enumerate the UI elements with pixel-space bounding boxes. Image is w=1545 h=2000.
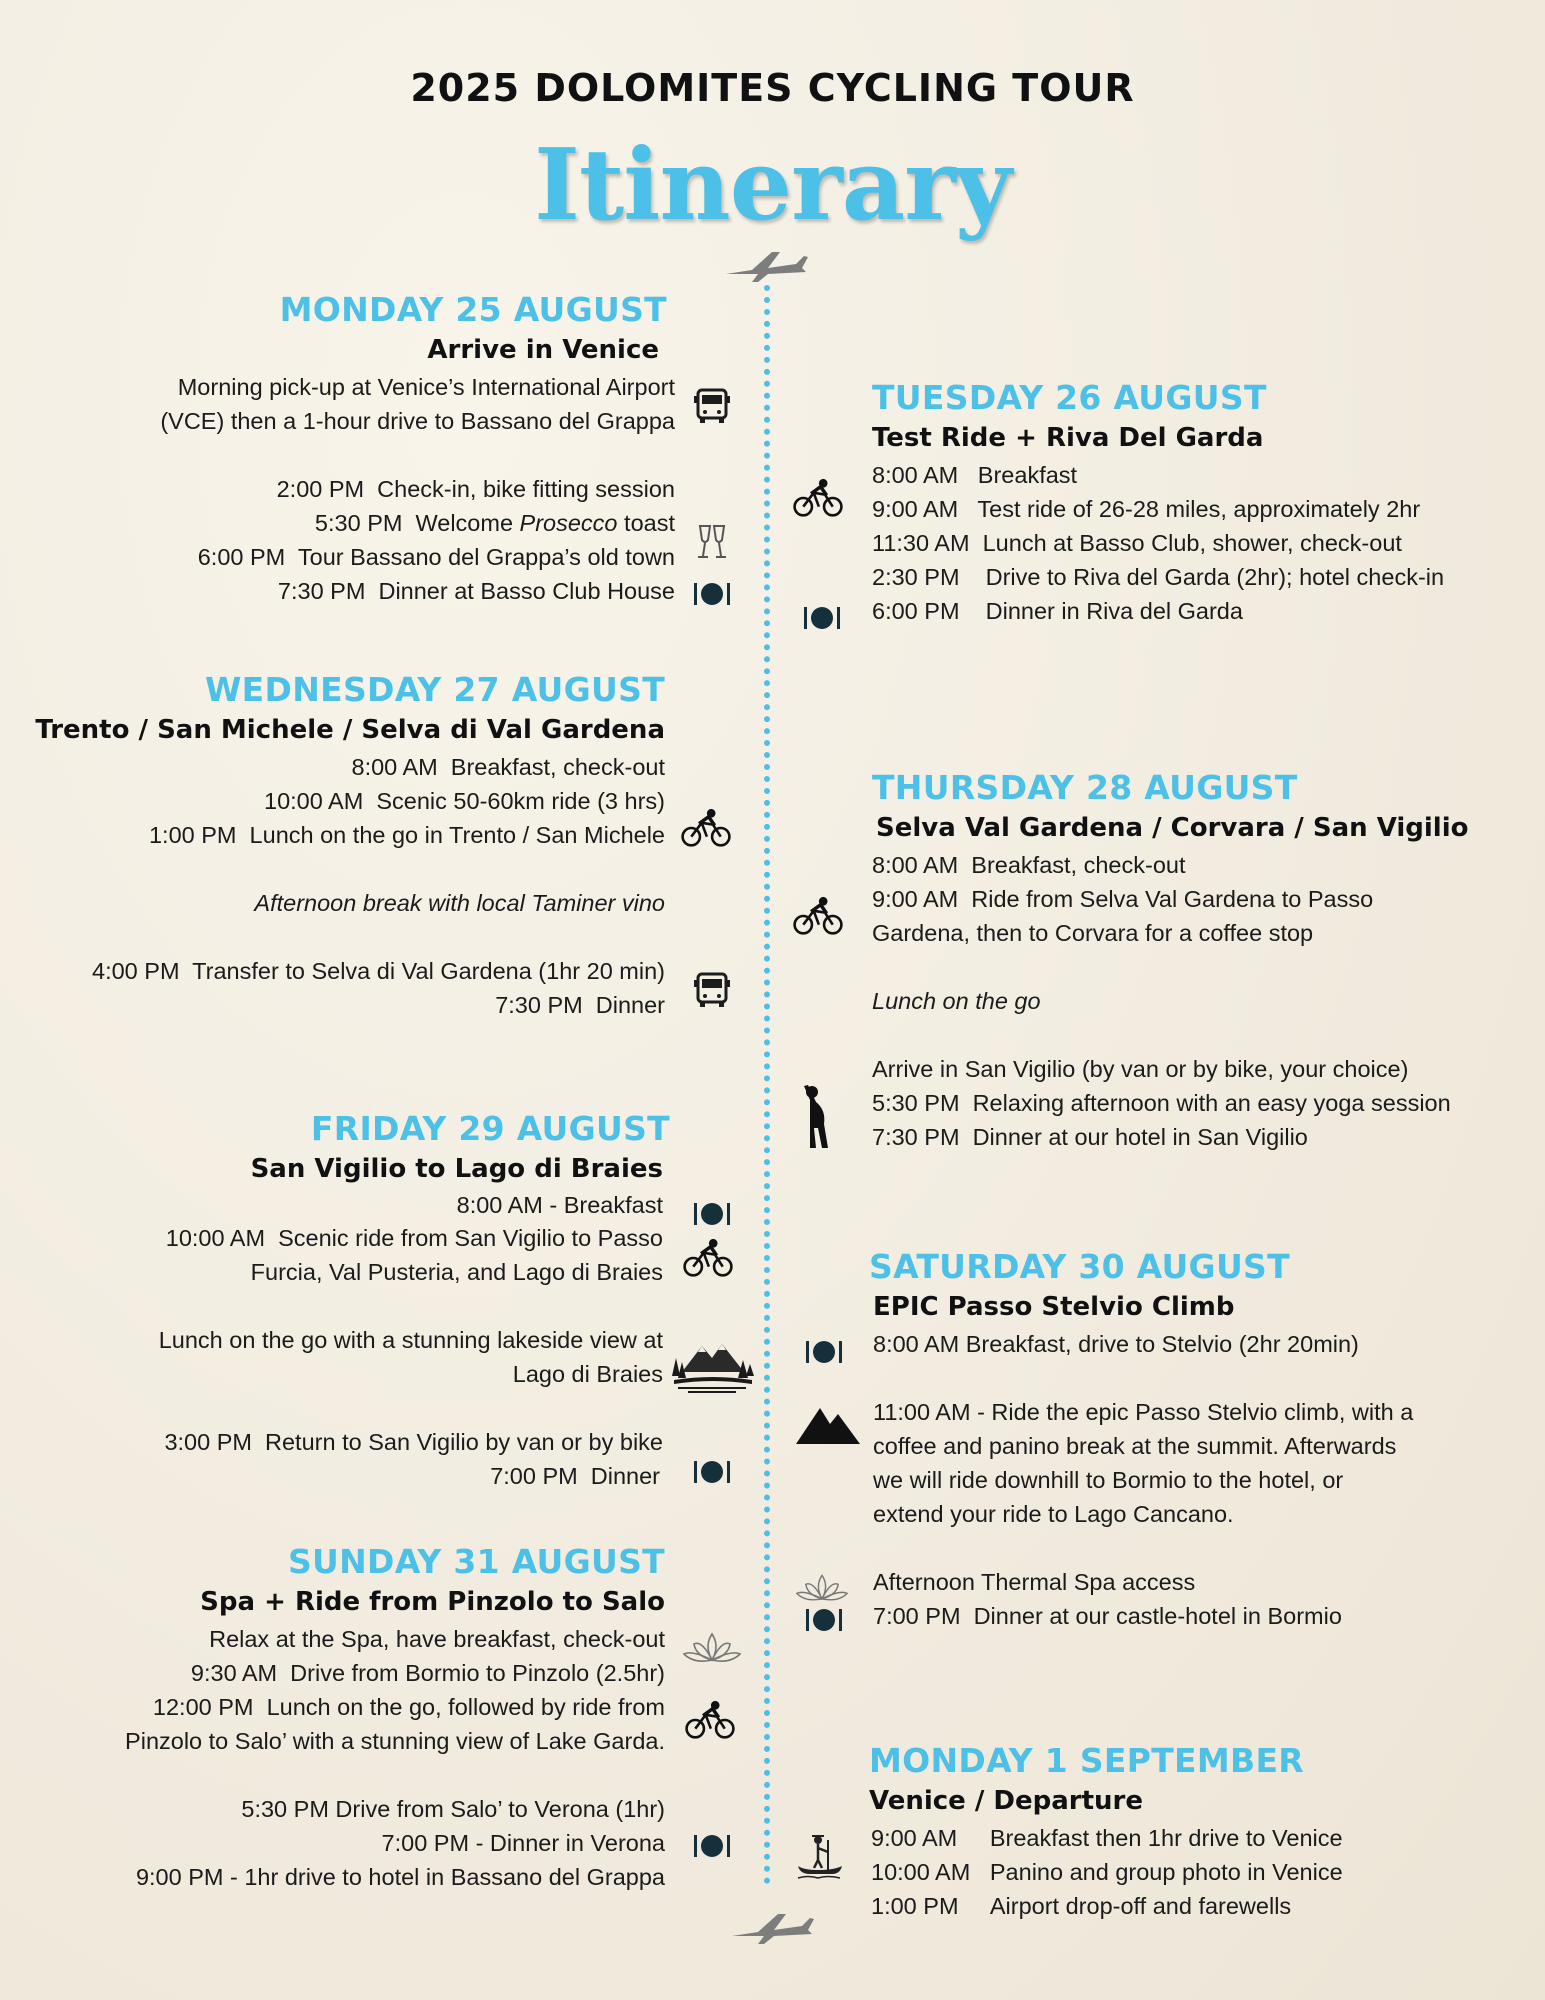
day-subtitle: Test Ride + Riva Del Garda (872, 423, 1264, 453)
itinerary-line: 11:30 AM Lunch at Basso Club, shower, check-out (872, 530, 1402, 556)
bus-icon (686, 386, 738, 426)
day-heading: SATURDAY 30 AUGUST (869, 1247, 1290, 1286)
itinerary-line: 8:00 AM - Breakfast (456, 1192, 663, 1218)
plate-icon (798, 1332, 850, 1372)
day-block-tuesday-26 (872, 378, 1512, 628)
itinerary-line: 12:00 PM Lunch on the go, followed by ride from (152, 1694, 665, 1720)
itinerary-line: 10:00 AM Scenic ride from San Vigilio to Passo (165, 1225, 663, 1251)
itinerary-line: 5:30 PM Relaxing afternoon with an easy yoga session (872, 1090, 1451, 1116)
itinerary-line: (VCE) then a 1-hour drive to Bassano del Grappa (160, 408, 675, 434)
itinerary-line: Lunch on the go with a stunning lakeside view at (158, 1327, 663, 1353)
itinerary-line: Gardena, then to Corvara for a coffee stop (872, 920, 1314, 946)
page-title: Itinerary (534, 128, 1011, 243)
champagne-icon (686, 522, 738, 562)
day-heading: MONDAY 25 AUGUST (279, 290, 667, 329)
yoga-icon (800, 1084, 840, 1150)
plate-icon (686, 1452, 738, 1492)
day-subtitle: Arrive in Venice (427, 335, 659, 365)
itinerary-line: 5:30 PM Drive from Salo’ to Verona (1hr) (241, 1796, 665, 1822)
itinerary-line: Lunch on the go (872, 988, 1041, 1014)
itinerary-line: 9:00 PM - 1hr drive to hotel in Bassano del Grappa (135, 1864, 665, 1890)
timeline-dotted-line (764, 285, 770, 1885)
plate-icon (686, 574, 738, 614)
itinerary-line: 9:00 AM Breakfast then 1hr drive to Venice (871, 1825, 1343, 1851)
itinerary-line: Lago di Braies (512, 1361, 663, 1387)
itinerary-line: 1:00 PM Lunch on the go in Trento / San Michele (148, 822, 665, 848)
cyclist-icon (684, 1700, 736, 1740)
airplane-icon (728, 1906, 814, 1946)
day-heading: MONDAY 1 SEPTEMBER (869, 1741, 1305, 1780)
itinerary-line: 7:30 PM Dinner at Basso Club House (277, 578, 675, 604)
itinerary-line: 8:00 AM Breakfast, drive to Stelvio (2hr 20min) (873, 1331, 1359, 1357)
gondola-icon (794, 1830, 844, 1880)
itinerary-line: 10:00 AM Scenic 50-60km ride (3 hrs) (264, 788, 665, 814)
lake-landscape-icon (668, 1336, 756, 1396)
itinerary-line: Afternoon Thermal Spa access (873, 1569, 1196, 1595)
day-block-sunday-31 (25, 1542, 665, 1894)
itinerary-line: 2:00 PM Check-in, bike fitting session (276, 476, 675, 502)
itinerary-line: 10:00 AM Panino and group photo in Venice (871, 1859, 1343, 1885)
itinerary-line: 8:00 AM Breakfast, check-out (351, 754, 665, 780)
itinerary-line: coffee and panino break at the summit. Afterwards (873, 1433, 1397, 1459)
itinerary-line: 7:30 PM Dinner at our hotel in San Vigilio (872, 1124, 1308, 1150)
cyclist-icon (792, 478, 844, 518)
itinerary-line: Relax at the Spa, have breakfast, check-out (209, 1626, 665, 1652)
day-block-friday-29 (30, 1109, 670, 1493)
cyclist-icon (682, 1238, 734, 1278)
itinerary-line: 3:00 PM Return to San Vigilio by van or by bike (164, 1429, 663, 1455)
itinerary-line: 6:00 PM Tour Bassano del Grappa’s old town (197, 544, 675, 570)
day-block-wednesday-27 (0, 670, 665, 1022)
itinerary-line: 4:00 PM Transfer to Selva di Val Gardena (1hr 20 min) (92, 958, 665, 984)
itinerary-line: we will ride downhill to Bormio to the hotel, or (873, 1467, 1344, 1493)
itinerary-line: 11:00 AM - Ride the epic Passo Stelvio climb, with a (873, 1399, 1414, 1425)
tour-supertitle: 2025 DOLOMITES CYCLING TOUR (410, 66, 1135, 110)
itinerary-line: 2:30 PM Drive to Riva del Garda (2hr); hotel check-in (872, 564, 1445, 590)
itinerary-line: 1:00 PM Airport drop-off and farewells (871, 1893, 1292, 1919)
plate-icon (686, 1194, 738, 1234)
mountain-icon (796, 1400, 860, 1446)
plate-icon (796, 598, 848, 638)
day-subtitle: Selva Val Gardena / Corvara / San Vigilio (876, 813, 1469, 843)
plate-icon (686, 1826, 738, 1866)
day-heading: SUNDAY 31 AUGUST (287, 1542, 665, 1581)
cyclist-icon (792, 896, 844, 936)
itinerary-line: Pinzolo to Salo’ with a stunning view of Lake Garda. (125, 1728, 665, 1754)
itinerary-line: 7:30 PM Dinner (495, 992, 665, 1018)
airplane-icon (722, 244, 808, 284)
itinerary-line: 7:00 PM - Dinner in Verona (381, 1830, 665, 1856)
day-subtitle: San Vigilio to Lago di Braies (250, 1154, 663, 1184)
itinerary-line: 9:00 AM Ride from Selva Val Gardena to Passo (872, 886, 1374, 912)
itinerary-line: Morning pick-up at Venice’s International Airport (177, 374, 675, 400)
itinerary-line: extend your ride to Lago Cancano. (873, 1501, 1234, 1527)
day-block-monday-25 (27, 290, 675, 608)
day-block-saturday-30 (869, 1247, 1509, 1633)
day-subtitle: Venice / Departure (869, 1786, 1143, 1816)
itinerary-line: 9:00 AM Test ride of 26-28 miles, approximately 2hr (872, 496, 1421, 522)
day-subtitle: Trento / San Michele / Selva di Val Gardena (35, 715, 665, 745)
day-heading: TUESDAY 26 AUGUST (872, 378, 1267, 417)
day-block-monday-1-sept (869, 1741, 1509, 1923)
itinerary-line: Furcia, Val Pusteria, and Lago di Braies (250, 1259, 663, 1285)
plate-icon (798, 1600, 850, 1640)
itinerary-line: 6:00 PM Dinner in Riva del Garda (872, 598, 1243, 624)
cyclist-icon (680, 808, 732, 848)
bus-icon (686, 970, 738, 1010)
day-heading: WEDNESDAY 27 AUGUST (204, 670, 665, 709)
itinerary-line: 7:00 PM Dinner at our castle-hotel in Bormio (873, 1603, 1342, 1629)
lotus-icon (682, 1628, 742, 1668)
itinerary-line: Arrive in San Vigilio (by van or by bike, your choice) (872, 1056, 1409, 1082)
itinerary-line: 5:30 PM Welcome Prosecco toast (314, 510, 675, 536)
day-block-thursday-28 (872, 768, 1512, 1154)
itinerary-line: 7:00 PM Dinner (490, 1463, 660, 1489)
itinerary-line: 8:00 AM Breakfast, check-out (872, 852, 1186, 878)
itinerary-line: 9:30 AM Drive from Bormio to Pinzolo (2.5hr) (190, 1660, 665, 1686)
day-subtitle: Spa + Ride from Pinzolo to Salo (200, 1587, 665, 1617)
day-heading: FRIDAY 29 AUGUST (310, 1109, 670, 1148)
itinerary-line: 8:00 AM Breakfast (872, 462, 1078, 488)
itinerary-line: Afternoon break with local Taminer vino (254, 890, 665, 916)
day-heading: THURSDAY 28 AUGUST (872, 768, 1298, 807)
day-subtitle: EPIC Passo Stelvio Climb (873, 1292, 1235, 1322)
